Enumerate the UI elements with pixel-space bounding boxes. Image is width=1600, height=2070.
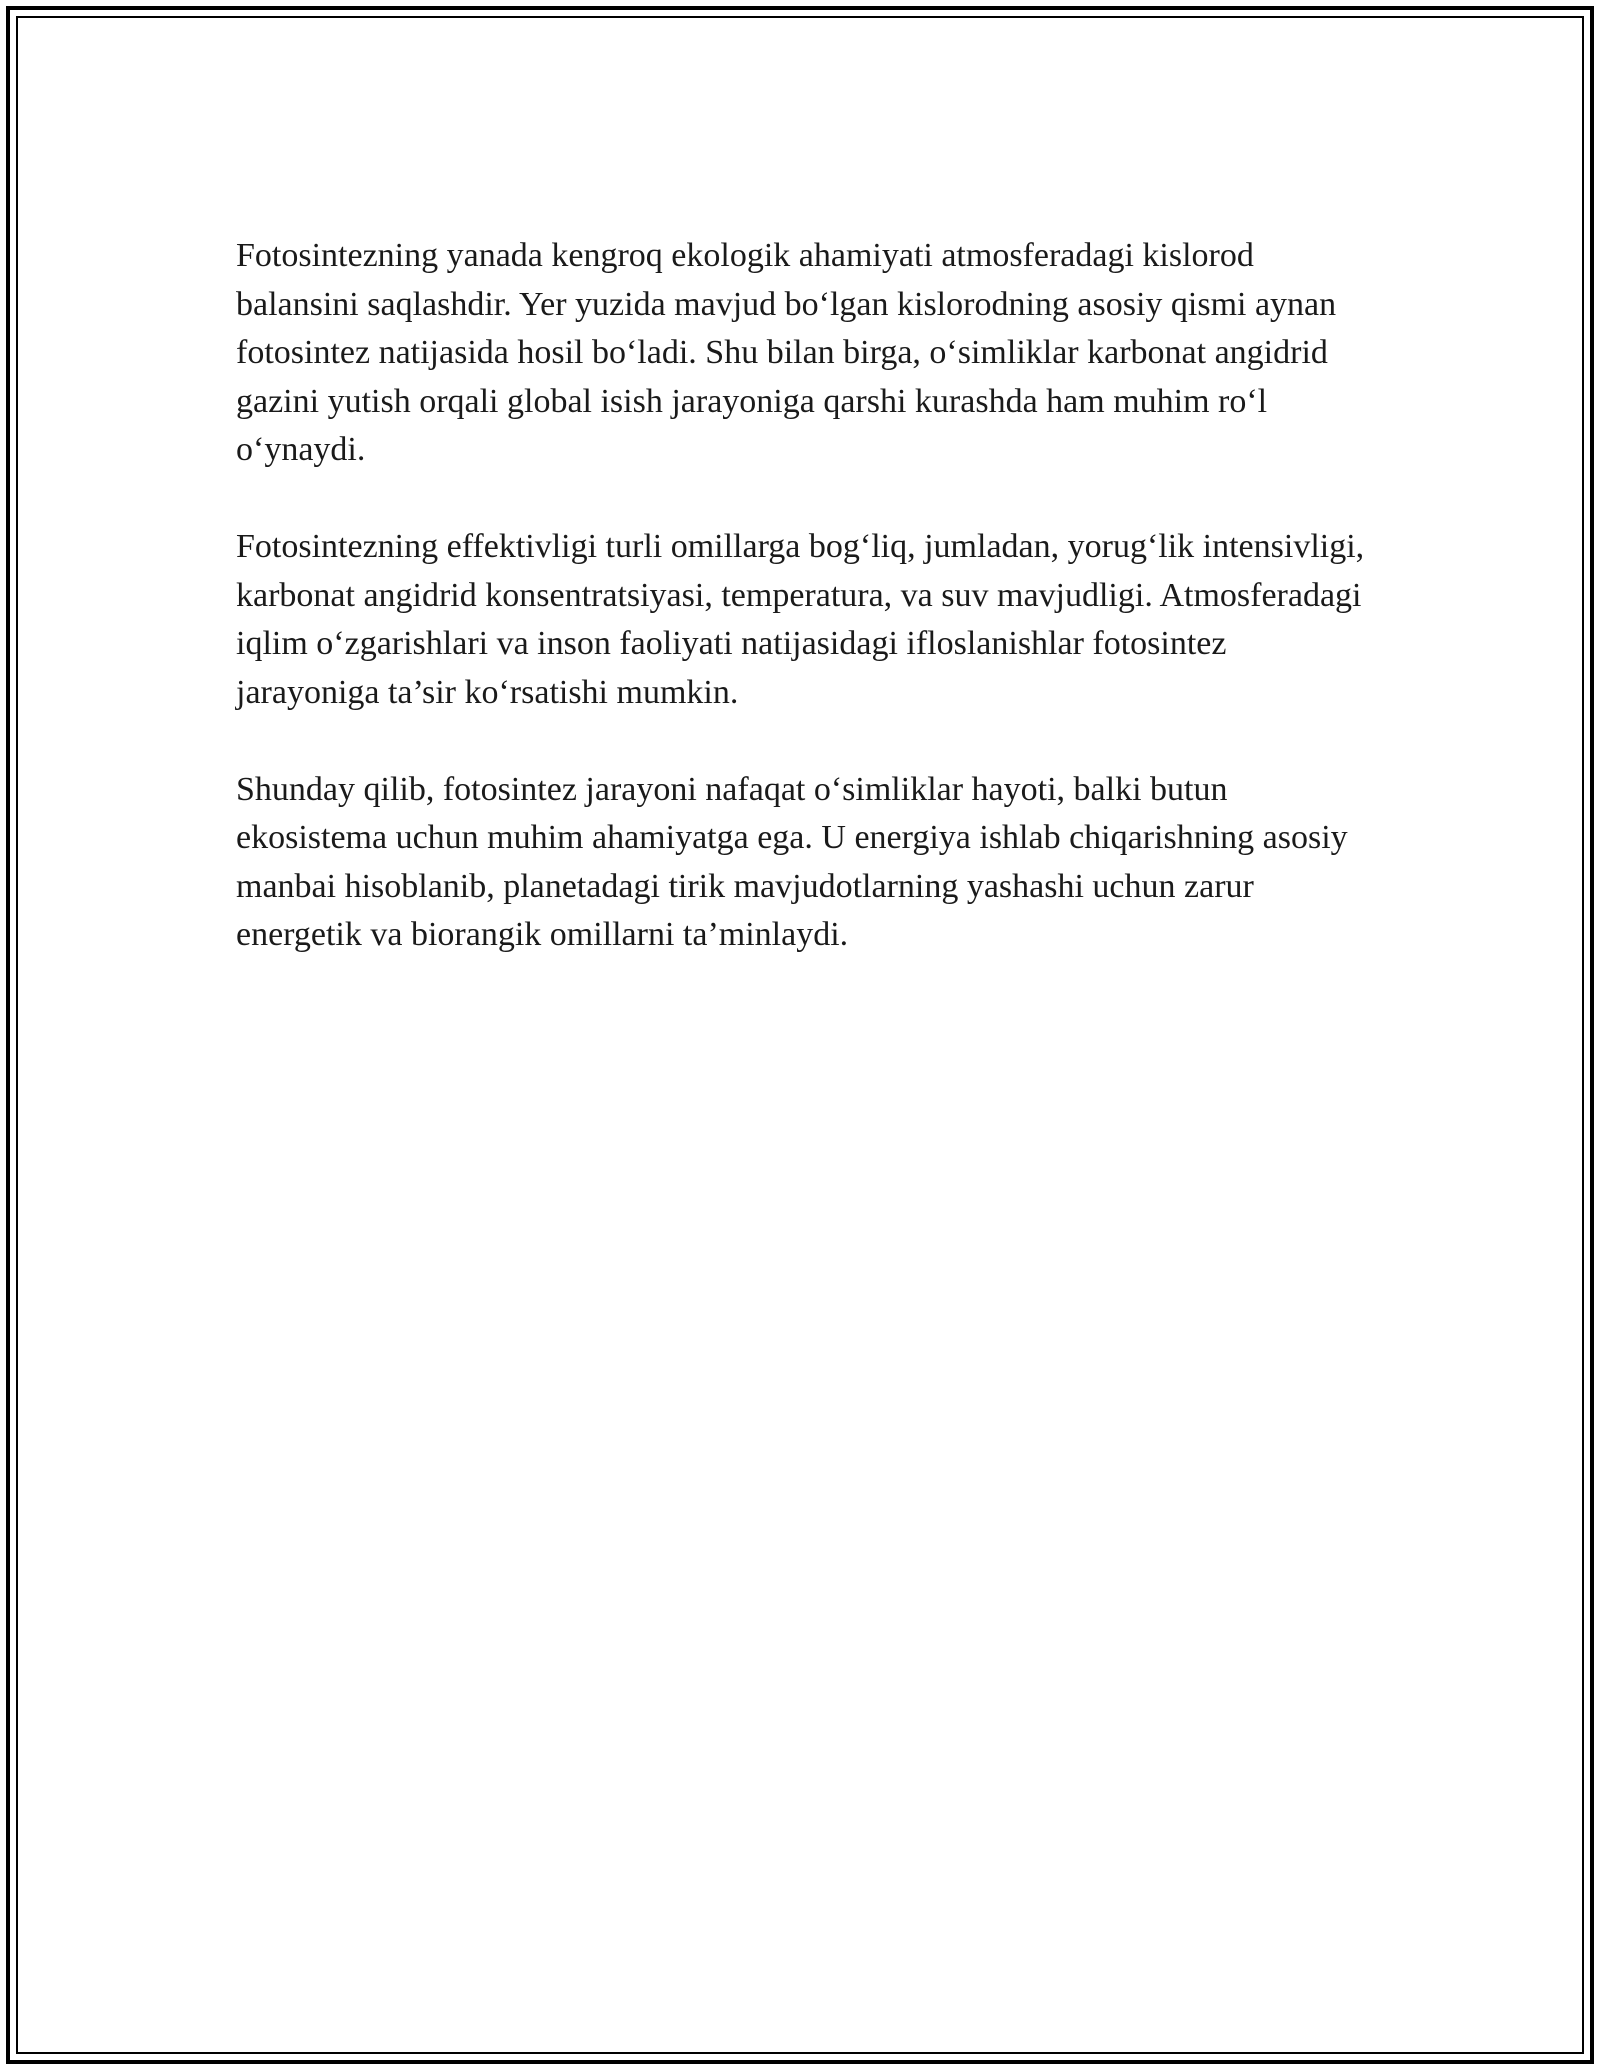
paragraph-efficiency-factors: Fotosintezning effektivligi turli omillarga bog‘liq, jumladan, yorug‘lik intensivligi, karbonat angidrid konsentratsiyasi, temperatura, va suv mavjudligi. Atmosferadagi iqlim o‘zgarishlari va inson faoliyati natijasidagi ifloslanishlar fotosintez jarayoniga ta’sir ko‘rsatishi mumkin. <box>236 528 1365 711</box>
paragraph-conclusion: Shunday qilib, fotosintez jarayoni nafaqat o‘simliklar hayoti, balki butun ekosistema uchun muhim ahamiyatga ega. U energiya ishlab chiqarishning asosiy manbai hisoblanib, planetadagi tirik mavjudotlarning yashashi uchun zarur energetik va biorangik omillarni ta’minlaydi. <box>236 770 1348 953</box>
document-body <box>236 232 1366 1008</box>
paragraph-oxygen-balance: Fotosintezning yanada kengroq ekologik ahamiyati atmosferadagi kislorod balansini saqlashdir. Yer yuzida mavjud bo‘lgan kislorodning asosiy qismi aynan fotosintez natijasida hosil bo‘ladi. Shu bilan birga, o‘simliklar karbonat angidrid gazini yutish orqali global isish jarayoniga qarshi kurashda ham muhim ro‘l o‘ynaydi. <box>236 237 1337 468</box>
